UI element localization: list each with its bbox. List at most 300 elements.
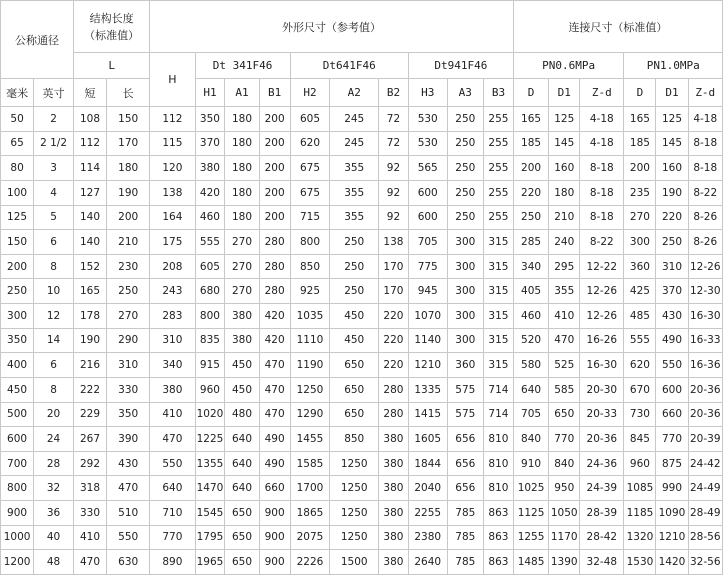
table-cell: 425 [624,279,656,304]
table-row [1,427,723,452]
table-cell: 1050 [549,501,580,526]
table-cell: 190 [73,328,106,353]
table-cell: 255 [484,107,514,132]
table-cell: 250 [107,279,150,304]
table-cell: 24 [34,427,74,452]
table-cell: 200 [259,107,290,132]
nominal-diameter-header: 公称通径 [1,1,74,79]
table-cell: 705 [408,230,447,255]
table-cell: 16-26 [580,328,624,353]
table-cell: 450 [225,377,259,402]
table-cell: 50 [1,107,34,132]
table-cell: 450 [225,353,259,378]
table-cell: 270 [225,279,259,304]
table-cell: 300 [447,304,483,329]
table-cell: 250 [656,230,688,255]
table-cell: 8-18 [688,131,722,156]
table-cell: 800 [290,230,330,255]
model-dt341-header: Dt 341F46 [195,53,290,79]
table-cell: 1605 [408,427,447,452]
table-cell: 565 [408,156,447,181]
table-cell: 360 [624,254,656,279]
table-cell: 170 [379,279,409,304]
table-cell: 250 [447,131,483,156]
table-cell: 250 [513,205,548,230]
table-cell: 900 [1,501,34,526]
table-cell: 555 [195,230,225,255]
table-cell: 165 [513,107,548,132]
table-cell: 330 [73,501,106,526]
table-cell: 127 [73,180,106,205]
table-cell: 200 [1,254,34,279]
table-cell: 210 [549,205,580,230]
table-cell: 380 [195,156,225,181]
table-cell: 620 [624,353,656,378]
table-cell: 145 [656,131,688,156]
table-cell: 300 [447,254,483,279]
table-cell: 24-42 [688,451,722,476]
table-cell: 630 [107,550,150,575]
table-cell: 290 [107,328,150,353]
table-cell: 430 [107,451,150,476]
table-cell: 1190 [290,353,330,378]
table-cell: 180 [107,156,150,181]
table-cell: 8-26 [688,205,722,230]
table-row [1,451,723,476]
table-cell: 220 [379,304,409,329]
table-cell: 430 [656,304,688,329]
sub-header-a3: A3 [447,79,483,107]
table-cell: 280 [259,254,290,279]
table-cell: 405 [513,279,548,304]
table-cell: 175 [150,230,195,255]
sub-header-zd-pn06: Z-d [580,79,624,107]
table-cell: 1185 [624,501,656,526]
table-cell: 250 [447,156,483,181]
table-cell: 1415 [408,402,447,427]
table-cell: 318 [73,476,106,501]
sub-header-d-pn06: D [513,79,548,107]
table-cell: 675 [290,156,330,181]
model-dt941-header: Dt941F46 [408,53,513,79]
sub-header-h2: H2 [290,79,330,107]
table-cell: 170 [379,254,409,279]
sub-header-d1-pn06: D1 [549,79,580,107]
table-cell: 1035 [290,304,330,329]
table-cell: 210 [107,230,150,255]
table-cell: 960 [624,451,656,476]
table-cell: 1500 [330,550,379,575]
table-cell: 315 [484,279,514,304]
table-cell: 340 [513,254,548,279]
table-cell: 3 [34,156,74,181]
table-cell: 470 [107,476,150,501]
table-cell: 350 [1,328,34,353]
table-cell: 200 [259,131,290,156]
table-cell: 1255 [513,525,548,550]
table-cell: 1025 [513,476,548,501]
table-cell: 656 [447,427,483,452]
table-cell: 295 [549,254,580,279]
pressure-pn10-header: PN1.0MPa [624,53,723,79]
table-cell: 380 [225,328,259,353]
table-cell: 656 [447,451,483,476]
table-cell: 730 [624,402,656,427]
table-cell: 283 [150,304,195,329]
table-row [1,328,723,353]
table-cell: 900 [259,525,290,550]
table-cell: 450 [1,377,34,402]
table-cell: 230 [107,254,150,279]
short-header: 短 [73,79,106,107]
table-cell: 4-18 [580,131,624,156]
table-cell: 8-18 [688,156,722,181]
table-cell: 390 [107,427,150,452]
table-cell: 1545 [195,501,225,526]
table-cell: 575 [447,402,483,427]
sub-header-d1-pn10: D1 [656,79,688,107]
table-cell: 1455 [290,427,330,452]
table-cell: 8-22 [580,230,624,255]
sub-header-h3: H3 [408,79,447,107]
table-cell: 420 [259,304,290,329]
table-cell: 710 [150,501,195,526]
table-cell: 24-39 [580,476,624,501]
table-cell: 125 [1,205,34,230]
table-cell: 185 [624,131,656,156]
table-cell: 380 [379,525,409,550]
table-cell: 4-18 [688,107,722,132]
table-cell: 640 [225,427,259,452]
table-cell: 180 [225,180,259,205]
table-cell: 705 [513,402,548,427]
table-cell: 490 [259,451,290,476]
table-cell: 470 [549,328,580,353]
table-cell: 2040 [408,476,447,501]
table-cell: 240 [549,230,580,255]
table-cell: 1700 [290,476,330,501]
table-cell: 640 [513,377,548,402]
table-cell: 714 [484,402,514,427]
table-cell: 650 [330,353,379,378]
table-cell: 863 [484,501,514,526]
table-cell: 220 [379,353,409,378]
table-cell: 550 [656,353,688,378]
table-cell: 12-26 [580,279,624,304]
model-dt641-header: Dt641F46 [290,53,408,79]
table-cell: 170 [107,131,150,156]
table-cell: 24-36 [580,451,624,476]
table-cell: 525 [549,353,580,378]
table-cell: 1085 [624,476,656,501]
table-cell: 1530 [624,550,656,575]
table-row [1,107,723,132]
table-cell: 92 [379,180,409,205]
table-cell: 120 [150,156,195,181]
table-cell: 650 [225,501,259,526]
table-row [1,180,723,205]
table-cell: 20 [34,402,74,427]
table-cell: 380 [150,377,195,402]
table-cell: 125 [656,107,688,132]
table-cell: 115 [150,131,195,156]
table-cell: 1844 [408,451,447,476]
table-cell: 420 [259,328,290,353]
table-cell: 450 [330,328,379,353]
sub-header-b3: B3 [484,79,514,107]
table-cell: 2380 [408,525,447,550]
table-cell: 1965 [195,550,225,575]
table-cell: 267 [73,427,106,452]
table-cell: 112 [73,131,106,156]
table-cell: 8-18 [580,180,624,205]
table-cell: 190 [107,180,150,205]
table-cell: 280 [379,377,409,402]
table-cell: 380 [225,304,259,329]
table-cell: 1210 [656,525,688,550]
table-cell: 2 [34,107,74,132]
table-cell: 112 [150,107,195,132]
table-cell: 8-18 [580,205,624,230]
table-cell: 500 [1,402,34,427]
table-cell: 20-30 [580,377,624,402]
table-cell: 140 [73,230,106,255]
table-cell: 550 [107,525,150,550]
table-cell: 14 [34,328,74,353]
table-cell: 380 [379,550,409,575]
table-cell: 1250 [330,501,379,526]
sub-header-b1: B1 [259,79,290,107]
table-cell: 2226 [290,550,330,575]
table-cell: 600 [1,427,34,452]
table-cell: 114 [73,156,106,181]
table-cell: 670 [624,377,656,402]
table-cell: 300 [624,230,656,255]
table-cell: 285 [513,230,548,255]
table-cell: 72 [379,107,409,132]
table-cell: 300 [447,328,483,353]
table-cell: 300 [447,230,483,255]
table-row [1,525,723,550]
table-cell: 310 [656,254,688,279]
table-cell: 370 [656,279,688,304]
table-cell: 255 [484,131,514,156]
table-cell: 1140 [408,328,447,353]
table-cell: 235 [624,180,656,205]
table-cell: 910 [513,451,548,476]
structure-length-title: 结构长度 [89,11,134,25]
table-cell: 216 [73,353,106,378]
table-cell: 250 [447,107,483,132]
table-cell: 1320 [624,525,656,550]
table-cell: 65 [1,131,34,156]
table-cell: 840 [549,451,580,476]
table-cell: 785 [447,525,483,550]
table-row [1,131,723,156]
table-cell: 200 [259,180,290,205]
table-cell: 20-39 [688,427,722,452]
table-cell: 180 [225,156,259,181]
table-cell: 6 [34,353,74,378]
table-cell: 108 [73,107,106,132]
table-cell: 250 [447,180,483,205]
table-cell: 605 [290,107,330,132]
table-cell: 715 [290,205,330,230]
length-L-header: L [73,53,149,79]
table-cell: 380 [379,476,409,501]
table-cell: 180 [549,180,580,205]
outline-dimensions-header: 外形尺寸（参考值） [150,1,514,53]
table-cell: 420 [195,180,225,205]
table-cell: 875 [656,451,688,476]
table-cell: 960 [195,377,225,402]
table-cell: 48 [34,550,74,575]
table-cell: 20-36 [688,377,722,402]
table-cell: 550 [150,451,195,476]
table-cell: 675 [290,180,330,205]
table-row [1,156,723,181]
table-cell: 450 [330,304,379,329]
height-H-header: H [150,53,195,107]
table-cell: 605 [195,254,225,279]
structure-length-header [73,1,149,53]
table-cell: 255 [484,205,514,230]
table-cell: 245 [330,131,379,156]
table-cell: 32-48 [580,550,624,575]
table-cell: 380 [379,501,409,526]
table-cell: 315 [484,328,514,353]
table-cell: 245 [330,107,379,132]
table-cell: 1355 [195,451,225,476]
table-row [1,205,723,230]
table-cell: 640 [150,476,195,501]
table-cell: 12-26 [688,254,722,279]
table-row [1,279,723,304]
table-cell: 270 [225,254,259,279]
table-cell: 340 [150,353,195,378]
table-cell: 840 [513,427,548,452]
table-cell: 700 [1,451,34,476]
table-cell: 250 [330,254,379,279]
table-cell: 810 [484,451,514,476]
table-cell: 208 [150,254,195,279]
table-cell: 360 [447,353,483,378]
table-cell: 640 [225,476,259,501]
mm-header: 毫米 [1,79,34,107]
table-cell: 355 [330,156,379,181]
table-cell: 470 [73,550,106,575]
table-cell: 714 [484,377,514,402]
table-cell: 1250 [330,451,379,476]
table-cell: 770 [656,427,688,452]
table-cell: 125 [549,107,580,132]
table-cell: 160 [549,156,580,181]
table-cell: 310 [107,353,150,378]
table-cell: 460 [513,304,548,329]
table-cell: 600 [408,205,447,230]
table-cell: 470 [150,427,195,452]
table-cell: 28-42 [580,525,624,550]
table-cell: 355 [330,205,379,230]
table-cell: 20-33 [580,402,624,427]
table-cell: 770 [150,525,195,550]
table-cell: 200 [513,156,548,181]
table-cell: 250 [330,230,379,255]
table-cell: 470 [259,377,290,402]
table-cell: 950 [549,476,580,501]
table-cell: 355 [549,279,580,304]
sub-header-b2: B2 [379,79,409,107]
table-cell: 490 [656,328,688,353]
table-cell: 1170 [549,525,580,550]
table-cell: 140 [73,205,106,230]
table-cell: 36 [34,501,74,526]
table-cell: 24-49 [688,476,722,501]
table-cell: 8-22 [688,180,722,205]
table-cell: 1420 [656,550,688,575]
table-cell: 370 [195,131,225,156]
table-cell: 28-56 [688,525,722,550]
table-cell: 660 [656,402,688,427]
table-cell: 138 [150,180,195,205]
table-cell: 28-49 [688,501,722,526]
table-cell: 1125 [513,501,548,526]
table-cell: 810 [484,476,514,501]
table-row [1,230,723,255]
table-cell: 485 [624,304,656,329]
table-cell: 315 [484,230,514,255]
table-cell: 280 [379,402,409,427]
table-cell: 20-36 [580,427,624,452]
table-cell: 945 [408,279,447,304]
table-row [1,476,723,501]
table-cell: 770 [549,427,580,452]
table-cell: 92 [379,156,409,181]
table-cell: 1485 [513,550,548,575]
table-cell: 280 [259,230,290,255]
table-cell: 6 [34,230,74,255]
table-cell: 28-39 [580,501,624,526]
table-cell: 640 [225,451,259,476]
table-cell: 16-30 [580,353,624,378]
table-cell: 270 [107,304,150,329]
table-cell: 12-26 [580,304,624,329]
table-cell: 138 [379,230,409,255]
table-cell: 660 [259,476,290,501]
table-cell: 400 [1,353,34,378]
table-row [1,402,723,427]
table-row [1,353,723,378]
table-cell: 863 [484,550,514,575]
table-cell: 180 [225,107,259,132]
table-cell: 410 [73,525,106,550]
table-cell: 178 [73,304,106,329]
table-cell: 1390 [549,550,580,575]
table-cell: 255 [484,180,514,205]
table-body [1,107,723,575]
table-cell: 180 [225,131,259,156]
table-cell: 850 [330,427,379,452]
table-cell: 845 [624,427,656,452]
table-cell: 310 [150,328,195,353]
table-cell: 1585 [290,451,330,476]
table-cell: 785 [447,550,483,575]
table-cell: 480 [225,402,259,427]
table-cell: 145 [549,131,580,156]
table-cell: 1070 [408,304,447,329]
table-cell: 470 [259,353,290,378]
table-cell: 8-18 [580,156,624,181]
